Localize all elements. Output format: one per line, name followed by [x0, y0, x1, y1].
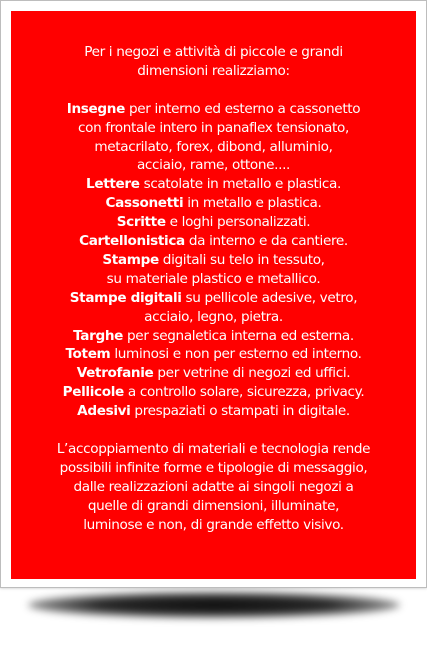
item-cassonetti: [11, 194, 416, 213]
closing-line: quelle di grandi dimensioni, illuminate,: [87, 497, 340, 514]
item-pellicole: [11, 383, 416, 402]
item-text: luminosi e non per esterno ed interno.: [110, 346, 362, 363]
text-panel: [11, 11, 416, 579]
item-text: e loghi personalizzati.: [165, 214, 311, 231]
closing-line: L’accoppiamento di materiali e tecnologia rende: [56, 441, 371, 457]
intro-line: dimensioni realizziamo:: [137, 62, 290, 79]
item-term: Targhe: [73, 327, 124, 344]
item-text: digitali su telo in tessuto,: [158, 251, 325, 268]
item-targhe: [11, 327, 416, 346]
item-text: per vetrine di negozi ed uffici.: [153, 365, 351, 382]
paragraph-gap: [11, 421, 416, 440]
intro-line: Per i negozi e attività di piccole e grandi: [84, 44, 343, 60]
item-term: Cassonetti: [105, 195, 184, 212]
item-text: su pellicole adesive, vetro,: [181, 289, 358, 306]
item-term: Vetrofanie: [76, 365, 154, 382]
item-text: per segnaletica interna ed esterna.: [123, 327, 354, 344]
item-term: Pellicole: [62, 384, 124, 401]
item-term: Cartellonistica: [79, 233, 185, 250]
item-term: Insegne: [66, 100, 125, 117]
item-vetrofanie: [11, 364, 416, 383]
item-lettere: [11, 175, 416, 194]
item-text: a controllo solare, sicurezza, privacy.: [123, 384, 365, 401]
closing-line: possibili infinite forme e tipologie di messaggio,: [59, 459, 368, 476]
item-stampe: [11, 251, 416, 270]
item-term: Stampe digitali: [69, 289, 182, 306]
item-cartellonistica: [11, 232, 416, 251]
item-insegne: [11, 100, 416, 119]
drop-shadow: [28, 586, 400, 632]
item-text: scatolate in metallo e plastica.: [139, 176, 341, 193]
item-term: Lettere: [86, 176, 140, 193]
item-text-line: acciaio, legno, pietra.: [144, 308, 283, 325]
item-text-line: acciaio, rame, ottone....: [136, 157, 291, 174]
item-text: in metallo e plastica.: [183, 195, 322, 212]
item-text-line: su materiale plastico e metallico.: [106, 270, 321, 287]
item-text: prespaziati o stampati in digitale.: [130, 403, 350, 420]
closing-line: luminose e non, di grande effetto visivo.: [83, 516, 344, 533]
item-text-line: metacrilato, forex, dibond, alluminio,: [94, 138, 333, 155]
item-totem: [11, 345, 416, 364]
item-scritte: [11, 213, 416, 232]
item-text: per interno ed esterno a cassonetto: [124, 100, 361, 117]
closing-line: dalle realizzazioni adatte ai singoli negozi a: [73, 478, 354, 495]
item-adesivi: [11, 402, 416, 421]
item-term: Stampe: [102, 251, 159, 268]
item-term: Scritte: [116, 214, 166, 231]
item-stampe-digitali: [11, 289, 416, 308]
paragraph-gap: [11, 81, 416, 100]
item-term: Adesivi: [77, 403, 131, 420]
item-term: Totem: [65, 346, 111, 363]
item-text: da interno e da cantiere.: [184, 233, 348, 250]
item-text-line: con frontale intero in panaflex tensionato,: [78, 119, 349, 136]
